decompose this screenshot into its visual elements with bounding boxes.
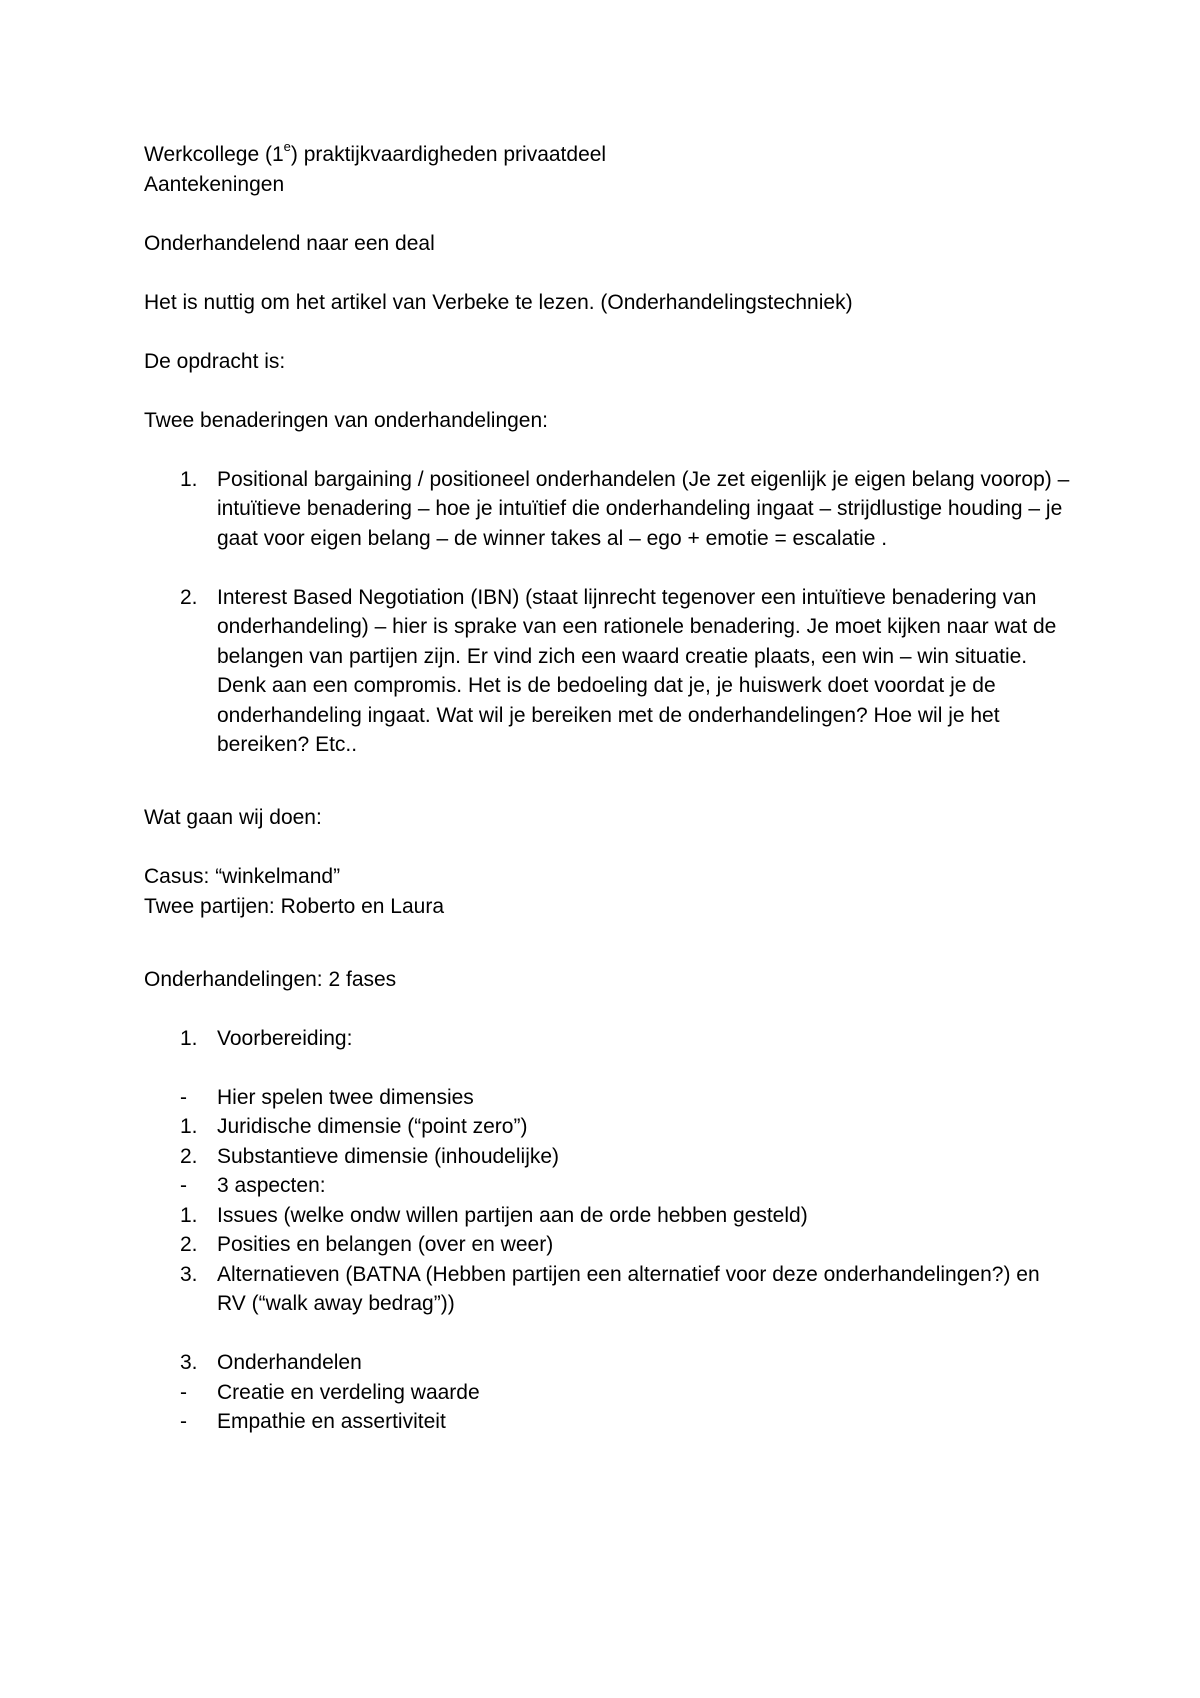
document-title: Werkcollege (1e) praktijkvaardigheden privaatdeel [144,139,607,166]
partijen-line: Twee partijen: Roberto en Laura [144,894,445,918]
list-item-text: Creatie en verdeling waarde [217,1380,480,1404]
list-item-text: Alternatieven (BATNA (Hebben partijen een alternatief voor deze onderhandelingen?) en RV (“walk away bedrag”)) [217,1262,1040,1315]
list-item [144,1083,1074,1113]
list-item-text: 3 aspecten: [217,1174,326,1197]
title-superscript: e [283,139,291,154]
list-item [144,1230,1074,1260]
document-page [144,140,1074,1437]
list-marker: - [180,1174,187,1197]
list-item [144,1112,1074,1142]
section-heading-deal: Onderhandelend naar een deal [144,231,435,255]
paragraph-benaderingen: Twee benaderingen van onderhandelingen: [144,408,548,432]
list-marker: 3. [180,1262,198,1286]
list-item [144,1171,1074,1201]
list-marker: 3. [180,1351,198,1374]
list-marker: - [180,1085,187,1109]
list-marker: 1. [180,1115,198,1138]
list-item-text: Hier spelen twee dimensies [217,1085,474,1109]
list-item-text: Positional bargaining / positioneel onderhandelen (Je zet eigenlijk je eigen belang voorop) – intuïtieve benadering – hoe je intuïtief die onderhandeling ingaat – strijdlustige houding – je gaat voor eigen belang – de winner takes al – ego + emotie = escalatie . [217,467,1070,550]
list-item-text: Issues (welke ondw willen partijen aan de orde hebben gesteld) [217,1203,808,1227]
list-item-text: Interest Based Negotiation (IBN) (staat lijnrecht tegenover een intuïtieve benadering van onderhandeling) – hier is sprake van een rationele benadering. Je moet kijken naar wat de belangen van partijen zijn. Er vind zich een waard creatie plaats, een win – win situatie. Denk aan een compromis. Het is de bedoeling dat je, je huiswerk doet voordat je de onderhandeling ingaat. Wat wil je bereiken met de onderhandelingen? Hoe wil je het bereiken? Etc.. [217,585,1057,756]
list-item-approach-2 [144,583,1074,760]
list-item-text: Posities en belangen (over en weer) [217,1233,554,1256]
casus-line: Casus: “winkelmand” [144,865,341,888]
list-item-text: Juridische dimensie (“point zero”) [217,1115,528,1138]
section-heading-fases: Onderhandelingen: 2 fases [144,967,397,991]
list-item [144,1260,1074,1319]
list-item-text: Onderhandelen [217,1351,362,1374]
paragraph-verbeke: Het is nuttig om het artikel van Verbeke te lezen. (Onderhandelingstechniek) [144,290,853,314]
list-item-text: Empathie en assertiviteit [217,1410,446,1433]
paragraph-opdracht: De opdracht is: [144,349,286,373]
list-marker: 2. [180,585,198,609]
list-marker: 2. [180,1233,198,1256]
list-marker: 2. [180,1144,198,1168]
list-item [144,1142,1074,1172]
list-marker: 1. [180,1026,198,1050]
list-item-phase-2 [144,1348,1074,1378]
section-heading-wat-gaan-wij-doen: Wat gaan wij doen: [144,806,322,829]
list-item-phase-1 [144,1024,1074,1054]
list-item [144,1407,1074,1437]
list-marker: - [180,1410,187,1433]
document-subtitle: Aantekeningen [144,172,285,196]
list-marker: - [180,1380,187,1404]
list-item [144,1378,1074,1408]
list-item-approach-1 [144,465,1074,554]
list-item-text: Substantieve dimensie (inhoudelijke) [217,1144,560,1168]
list-marker: 1. [180,1203,198,1227]
list-item [144,1201,1074,1231]
list-item-text: Voorbereiding: [217,1026,353,1050]
list-marker: 1. [180,467,198,491]
